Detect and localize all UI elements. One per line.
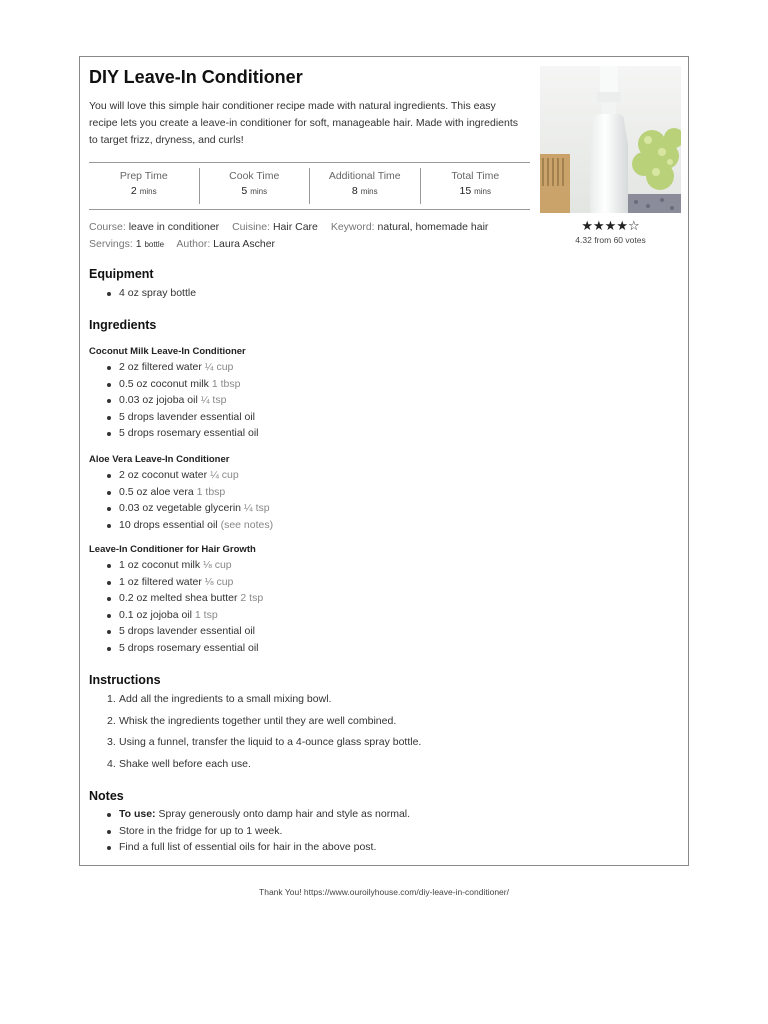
recipe-times: [89, 162, 530, 210]
cuisine-label: Cuisine:: [232, 221, 271, 233]
ingredient-group-title: Aloe Vera Leave-In Conditioner: [89, 454, 230, 465]
ingredient-group-title: Coconut Milk Leave-In Conditioner: [89, 346, 246, 357]
instruction-step: 4. Shake well before each use.: [107, 757, 251, 770]
instructions-heading: Instructions: [89, 673, 161, 687]
spray-bottle-photo: [540, 66, 681, 213]
recipe-title: DIY Leave-In Conditioner: [89, 67, 303, 87]
time-label: Total Time: [451, 170, 500, 182]
time-value: [421, 185, 531, 197]
time-value: [89, 185, 199, 197]
recipe-rating[interactable]: [540, 219, 681, 245]
time-unit: mins: [139, 187, 157, 196]
time-unit: mins: [474, 187, 491, 196]
time-prep: [89, 168, 200, 204]
time-label: Additional Time: [328, 170, 401, 182]
time-cook: [200, 168, 311, 204]
time-value: [310, 185, 420, 197]
keyword-label: Keyword:: [330, 221, 375, 233]
footer-url[interactable]: Thank You! https://www.ouroilyhouse.com/diy-leave-in-conditioner/: [259, 887, 509, 897]
meta-row-1: [89, 219, 530, 236]
list-item: 10 drops essential oil (see notes): [89, 517, 273, 534]
ingredient-list: [89, 557, 263, 657]
course-value: leave in conditioner: [128, 221, 220, 233]
time-total: [421, 168, 531, 204]
equipment-list: [89, 285, 196, 302]
star-empty-icon[interactable]: ☆: [627, 218, 640, 233]
servings-value[interactable]: 1: [135, 238, 142, 250]
time-value: [200, 185, 310, 197]
list-item: Store in the fridge for up to 1 week.: [89, 823, 410, 840]
list-item: 2 oz filtered water ¼ cup: [89, 359, 258, 376]
list-item: To use: Spray generously onto damp hair and style as normal.: [89, 806, 410, 823]
notes-list: [89, 806, 410, 856]
list-item: [89, 285, 196, 302]
ingredient-list: [89, 467, 273, 533]
ingredients-heading: Ingredients: [89, 318, 157, 332]
keyword-value: natural, homemade hair: [377, 221, 489, 233]
course-label: Course:: [89, 221, 126, 233]
list-item: 5 drops lavender essential oil: [89, 623, 263, 640]
servings-label: Servings:: [89, 238, 133, 250]
equipment-heading: Equipment: [89, 267, 154, 281]
instruction-step: 1. Add all the ingredients to a small mixing bowl.: [107, 693, 332, 705]
list-item: 5 drops rosemary essential oil: [89, 640, 263, 657]
servings-unit: bottle: [144, 240, 165, 249]
recipe-photo: [540, 66, 681, 213]
time-label: Cook Time: [229, 170, 280, 182]
time-number: 15: [459, 185, 472, 197]
meta-row-2: [89, 236, 530, 253]
list-item: 0.5 oz aloe vera 1 tbsp: [89, 484, 273, 501]
rating-stars[interactable]: [540, 219, 681, 233]
recipe-meta: [89, 219, 530, 253]
author-value: Laura Ascher: [213, 238, 276, 250]
list-item: 5 drops lavender essential oil: [89, 409, 258, 426]
time-unit: mins: [360, 187, 378, 196]
list-item: 0.1 oz jojoba oil 1 tsp: [89, 607, 263, 624]
recipe-summary: You will love this simple hair conditioner recipe made with natural ingredients. This easy recipe lets you create a leave-in conditioner for soft, manageable hair. Made with ingredients to target frizz, dryness, and curls!: [89, 100, 518, 146]
recipe-card: [79, 56, 689, 866]
list-item: 1 oz coconut milk ⅛ cup: [89, 557, 263, 574]
list-item: 0.5 oz coconut milk 1 tbsp: [89, 376, 258, 393]
ingredient-group-title: Leave-In Conditioner for Hair Growth: [89, 544, 256, 555]
notes-heading: Notes: [89, 789, 124, 803]
rating-votes: 4.32 from 60 votes: [575, 235, 646, 245]
instructions-list: [89, 691, 421, 777]
cuisine-value: Hair Care: [272, 221, 318, 233]
time-label: Prep Time: [119, 170, 168, 182]
list-item: 5 drops rosemary essential oil: [89, 425, 258, 442]
instruction-step: 3. Using a funnel, transfer the liquid to a 4-ounce glass spray bottle.: [107, 736, 422, 749]
instruction-step: 2. Whisk the ingredients together until they are well combined.: [107, 714, 397, 727]
list-item: 0.2 oz melted shea butter 2 tsp: [89, 590, 263, 607]
time-number: 8: [351, 185, 358, 197]
time-additional: [310, 168, 421, 204]
time-unit: mins: [250, 187, 268, 196]
star-filled-icons[interactable]: ★★★★: [581, 218, 628, 233]
list-item: Find a full list of essential oils for hair in the above post.: [89, 839, 410, 856]
time-number: 2: [130, 185, 137, 197]
list-item: 0.03 oz vegetable glycerin ¼ tsp: [89, 500, 273, 517]
equipment-item[interactable]: 4 oz spray bottle: [119, 287, 197, 299]
ingredient-list: [89, 359, 258, 442]
list-item: 1 oz filtered water ⅛ cup: [89, 574, 263, 591]
author-label: Author:: [176, 238, 211, 250]
time-number: 5: [241, 185, 248, 197]
list-item: 0.03 oz jojoba oil ¼ tsp: [89, 392, 258, 409]
list-item: 2 oz coconut water ¼ cup: [89, 467, 273, 484]
